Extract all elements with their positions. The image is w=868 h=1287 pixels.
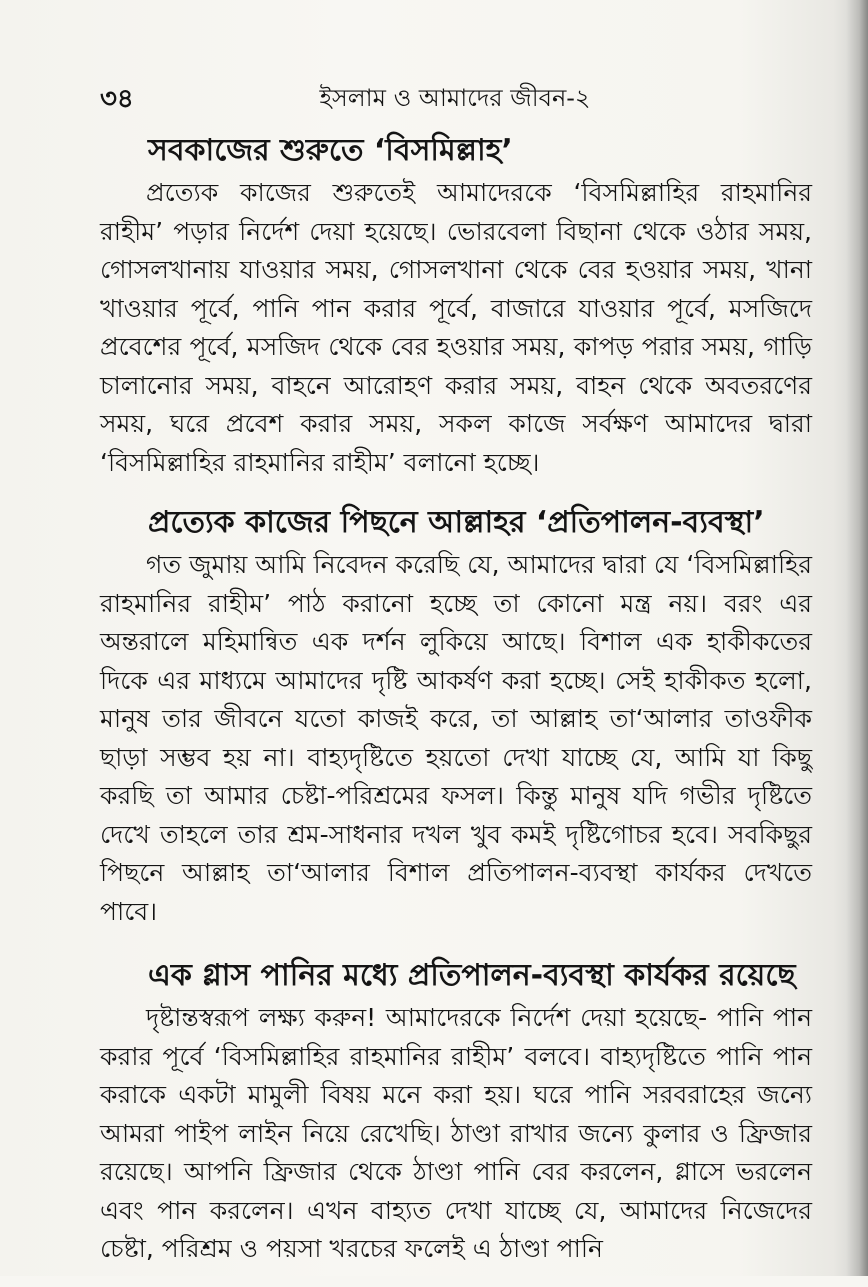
section-paragraph-providence: গত জুমায় আমি নিবেদন করেছি যে, আমাদের দ্বারা যে ‘বিসমিল্লাহির রাহমানির রাহীম’ পাঠ করানো হচ্ছে তা কোনো মন্ত্র নয়। বরং এর অন্তরালে মহিমান্বিত এক দর্শন লুকিয়ে আছে। বিশাল এক হাকীকতের দিকে এর মাধ্যমে আমাদের দৃষ্টি আকর্ষণ করা হচ্ছে। সেই হাকীকত হলো, মানুষ তার জীবনে যতো কাজই করে, তা আল্লাহ তা‘আলার তাওফীক ছাড়া সম্ভব হয় না। বাহ্যদৃষ্টিতে হয়তো দেখা যাচ্ছে যে, আমি যা কিছু করছি তা আমার চেষ্টা-পরিশ্রমের ফসল। কিন্তু মানুষ যদি গভীর দৃষ্টিতে দেখে তাহলে তার শ্রম-সাধনার দখল খুব কমই দৃষ্টিগোচর হবে। সবকিছুর পিছনে আল্লাহ তা‘আলার বিশাল প্রতিপালন-ব্যবস্থা কার্যকর দেখতে পাবে। bbox=[100, 550, 812, 926]
section-paragraph-bismillah: প্রত্যেক কাজের শুরুতেই আমাদেরকে ‘বিসমিল্লাহির রাহমানির রাহীম’ পড়ার নির্দেশ দেয়া হয়েছে। ভোরবেলা বিছানা থেকে ওঠার সময়, গোসলখানায় যাওয়ার সময়, গোসলখানা থেকে বের হওয়ার সময়, খানা খাওয়ার পূর্বে, পানি পান করার পূর্বে, বাজারে যাওয়ার পূর্বে, মসজিদে প্রবেশের পূর্বে, মসজিদ থেকে বের হওয়ার সময়, কাপড় পরার সময়, গাড়ি চালানোর সময়, বাহনে আরোহণ করার সময়, বাহন থেকে অবতরণের সময়, ঘরে প্রবেশ করার সময়, সকল কাজে সর্বক্ষণ আমাদের দ্বারা ‘বিসমিল্লাহির রাহমানির রাহীম’ বলানো হচ্ছে। bbox=[100, 178, 812, 477]
running-header bbox=[100, 78, 810, 118]
book-title: ইসলাম ও আমাদের জীবন-২ bbox=[319, 84, 591, 112]
section-heading-bismillah: সবকাজের শুরুতে ‘বিসমিল্লাহ’ bbox=[148, 133, 513, 168]
section-paragraph-glass-of-water: দৃষ্টান্তস্বরূপ লক্ষ্য করুন! আমাদেরকে নির্দেশ দেয়া হয়েছে- পানি পান করার পূর্বে ‘বিসমিল্লাহির রাহমানির রাহীম’ বলবে। বাহ্যদৃষ্টিতে পানি পান করাকে একটা মামুলী বিষয় মনে করা হয়। ঘরে পানি সরবরাহের জন্যে আমরা পাইপ লাইন নিয়ে রেখেছি। ঠাণ্ডা রাখার জন্যে কুলার ও ফ্রিজার রয়েছে। আপনি ফ্রিজার থেকে ঠাণ্ডা পানি বের করলেন, গ্লাসে ভরলেন এবং পান করলেন। এখন বাহ্যত দেখা যাচ্ছে যে, আমাদের নিজেদের চেষ্টা, পরিশ্রম ও পয়সা খরচের ফলেই এ ঠাণ্ডা পানি bbox=[100, 1003, 812, 1263]
page-edge-shadow bbox=[846, 0, 868, 1276]
page-number: ৩৪ bbox=[100, 84, 134, 114]
section-heading-glass-of-water: এক গ্লাস পানির মধ্যে প্রতিপালন-ব্যবস্থা কার্যকর রয়েছে bbox=[148, 958, 796, 993]
section-heading-providence: প্রত্যেক কাজের পিছনে আল্লাহর ‘প্রতিপালন-ব্যবস্থা’ bbox=[148, 505, 765, 540]
page-content bbox=[100, 128, 812, 1287]
